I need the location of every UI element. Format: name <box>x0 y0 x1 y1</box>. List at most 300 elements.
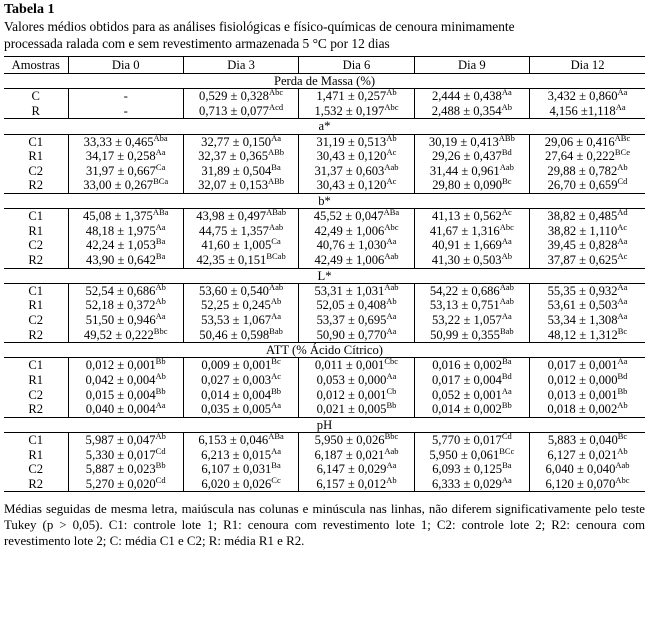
mean-sd-value: 6,020 ± 0,026 <box>201 476 272 491</box>
mean-sd-value: 52,18 ± 0,372 <box>85 298 156 313</box>
tukey-letters: Cd <box>617 176 628 187</box>
value-cell <box>530 178 645 193</box>
value-cell <box>183 325 298 343</box>
tukey-letters: Bbc <box>153 325 168 336</box>
tukey-letters: Bb <box>617 385 628 396</box>
value-cell <box>183 101 298 119</box>
value-cell <box>68 445 183 463</box>
table-row <box>4 432 645 447</box>
mean-sd-value: 41,30 ± 0,503 <box>431 252 502 267</box>
mean-sd-value: 6,157 ± 0,012 <box>316 476 387 491</box>
tukey-letters: Aa <box>155 147 166 158</box>
tukey-letters: Cd <box>155 474 166 485</box>
value-cell <box>299 221 414 239</box>
mean-sd-value: 45,52 ± 0,047 <box>313 209 384 224</box>
mean-sd-value: 0,012 ± 0,000 <box>547 372 618 387</box>
mean-sd-value: 0,042 ± 0,004 <box>85 372 156 387</box>
mean-sd-value: 41,60 ± 1,005 <box>201 238 272 253</box>
mean-sd-value: 0,713 ± 0,077 <box>199 103 269 118</box>
tukey-letters: ABa <box>268 430 284 441</box>
mean-sd-value: 0,027 ± 0,003 <box>201 372 272 387</box>
tukey-letters: Cc <box>271 474 281 485</box>
tukey-letters: ABb <box>268 147 285 158</box>
value-cell <box>68 474 183 492</box>
mean-sd-value: 0,529 ± 0,328 <box>199 89 269 104</box>
table-row <box>4 164 645 179</box>
value-cell <box>299 134 414 149</box>
value-cell <box>299 161 414 179</box>
tukey-letters: Cd <box>501 430 512 441</box>
tukey-letters: Aa <box>617 310 628 321</box>
section-header-row <box>4 268 645 283</box>
mean-sd-value: 54,22 ± 0,686 <box>429 283 500 298</box>
sample-label: R2 <box>28 178 44 193</box>
value-cell <box>183 250 298 268</box>
value-cell <box>68 402 183 417</box>
mean-sd-value: 30,19 ± 0,413 <box>428 134 499 149</box>
mean-sd-value: 29,88 ± 0,782 <box>547 163 618 178</box>
mean-sd-value: 1,532 ± 0,197 <box>314 103 385 118</box>
tukey-letters: Ba <box>502 356 512 367</box>
mean-sd-value: 0,035 ± 0,005 <box>201 402 272 417</box>
tukey-letters: Aab <box>268 221 284 232</box>
value-cell <box>183 358 298 373</box>
value-cell <box>530 209 645 224</box>
table-row <box>4 209 645 224</box>
mean-sd-value: 31,89 ± 0,504 <box>201 163 272 178</box>
mean-sd-value: 6,147 ± 0,029 <box>316 462 387 477</box>
value-cell <box>299 310 414 328</box>
mean-sd-value: 53,37 ± 0,695 <box>316 312 387 327</box>
tukey-letters: Cd <box>155 445 166 456</box>
value-cell <box>183 445 298 463</box>
value-cell <box>530 250 645 268</box>
tukey-letters: Bc <box>617 430 628 441</box>
tukey-letters: Abc <box>615 474 630 485</box>
value-cell <box>183 474 298 492</box>
tukey-letters: Bb <box>386 400 397 411</box>
mean-sd-value: 38,82 ± 0,485 <box>547 209 618 224</box>
value-cell <box>68 432 183 447</box>
mean-sd-value: 0,021 ± 0,005 <box>316 402 387 417</box>
value-cell <box>68 221 183 239</box>
table-caption-line-2: processada ralada com e sem revestimento armazenada 5 °C por 12 dias <box>4 36 390 51</box>
value-cell <box>414 385 529 403</box>
sample-label: C1 <box>28 283 44 298</box>
tukey-letters: Bb <box>155 385 166 396</box>
mean-sd-value: 0,009 ± 0,001 <box>201 358 272 373</box>
value-cell <box>414 474 529 492</box>
tukey-letters: Acd <box>268 101 284 112</box>
mean-sd-value: 29,06 ± 0,416 <box>544 134 615 149</box>
value-cell <box>299 358 414 373</box>
mean-sd-value: 5,987 ± 0,047 <box>85 432 156 447</box>
tukey-letters: ABa <box>152 207 169 218</box>
tukey-letters: Aa <box>617 236 628 247</box>
table-row <box>4 253 645 268</box>
tukey-letters: BCe <box>614 147 631 158</box>
tukey-letters: Bd <box>501 370 512 381</box>
mean-sd-value: 51,50 ± 0,946 <box>85 312 156 327</box>
mean-sd-value: 3,432 ± 0,860 <box>547 89 618 104</box>
tukey-letters: Ab <box>155 370 166 381</box>
value-cell <box>414 298 529 313</box>
mean-sd-value: 52,05 ± 0,408 <box>316 298 387 313</box>
mean-sd-value: 48,18 ± 1,975 <box>85 223 156 238</box>
mean-sd-value: 50,46 ± 0,598 <box>199 327 270 342</box>
mean-sd-value: - <box>123 89 128 104</box>
table-row <box>4 149 645 164</box>
mean-sd-value: 27,64 ± 0,222 <box>545 149 615 164</box>
value-cell <box>299 178 414 193</box>
tukey-letters: Ab <box>617 161 628 172</box>
value-cell <box>530 474 645 492</box>
mean-sd-value: 33,33 ± 0,465 <box>83 134 154 149</box>
table-row <box>4 298 645 313</box>
tukey-letters: Ab <box>617 400 628 411</box>
value-cell <box>414 402 529 417</box>
tukey-letters: Aab <box>384 281 399 292</box>
value-cell <box>68 149 183 164</box>
sample-label: R <box>31 103 40 118</box>
tukey-letters: Ab <box>155 296 166 307</box>
column-header: Dia 9 <box>414 57 529 74</box>
value-cell <box>299 283 414 298</box>
mean-sd-value: 31,19 ± 0,513 <box>316 134 387 149</box>
column-header: Dia 3 <box>183 57 298 74</box>
table-row <box>4 448 645 463</box>
mean-sd-value: 6,153 ± 0,046 <box>198 432 269 447</box>
mean-sd-value: 53,34 ± 1,308 <box>547 312 618 327</box>
mean-sd-value: 0,012 ± 0,001 <box>85 358 156 373</box>
sample-label: C1 <box>28 209 44 224</box>
value-cell <box>414 161 529 179</box>
table-row <box>4 358 645 373</box>
tukey-letters: Aab <box>384 250 399 261</box>
mean-sd-value: 6,093 ± 0,125 <box>432 462 503 477</box>
value-cell <box>183 298 298 313</box>
mean-sd-value: 48,12 ± 1,312 <box>547 327 618 342</box>
tukey-letters: Bc <box>502 176 512 187</box>
value-cell <box>414 221 529 239</box>
mean-sd-value: 52,25 ± 0,245 <box>200 298 271 313</box>
tukey-letters: Ca <box>271 236 281 247</box>
table-row <box>4 328 645 343</box>
tukey-letters: Ac <box>501 207 512 218</box>
mean-sd-value: 6,107 ± 0,031 <box>201 462 272 477</box>
value-cell <box>299 474 414 492</box>
mean-sd-value: 49,52 ± 0,222 <box>83 327 154 342</box>
tukey-letters: Ba <box>271 460 281 471</box>
mean-sd-value: 26,70 ± 0,659 <box>547 178 618 193</box>
tukey-letters: Cbc <box>384 356 399 367</box>
mean-sd-value: 5,950 ± 0,061 <box>429 447 500 462</box>
sample-label: C2 <box>28 387 44 402</box>
value-cell <box>530 221 645 239</box>
section-header-row <box>4 343 645 358</box>
sample-label: R1 <box>28 149 44 164</box>
value-cell <box>414 134 529 149</box>
value-cell <box>183 462 298 477</box>
table-header-row <box>4 57 645 74</box>
tukey-letters: Aab <box>615 460 630 471</box>
value-cell <box>183 385 298 403</box>
mean-sd-value: 0,018 ± 0,002 <box>547 402 618 417</box>
sample-label: C1 <box>28 134 44 149</box>
value-cell <box>68 89 183 104</box>
tukey-letters: Aab <box>499 161 514 172</box>
tukey-letters: Aa <box>271 132 281 143</box>
tukey-letters: Ac <box>617 250 628 261</box>
value-cell <box>183 149 298 164</box>
value-cell <box>530 283 645 298</box>
tukey-letters: Ab <box>270 296 282 307</box>
mean-sd-value: 2,444 ± 0,438 <box>431 89 502 104</box>
tukey-letters: Aa <box>501 310 512 321</box>
tukey-letters: Aa <box>501 87 512 98</box>
value-cell <box>530 370 645 388</box>
tukey-letters: Aa <box>386 236 397 247</box>
tukey-letters: Aa <box>271 445 281 456</box>
value-cell <box>414 101 529 119</box>
tukey-letters: Ba <box>155 236 166 247</box>
table-row <box>4 224 645 239</box>
sample-label: R1 <box>28 298 44 313</box>
mean-sd-value: 39,45 ± 0,828 <box>547 238 618 253</box>
table-caption-line-1: Valores médios obtidos para as análises fisiológicas e físico-químicas de cenoura minimamente <box>4 19 515 34</box>
mean-sd-value: 5,883 ± 0,040 <box>547 432 618 447</box>
mean-sd-value: 29,80 ± 0,090 <box>432 178 503 193</box>
value-cell <box>183 221 298 239</box>
value-cell <box>299 101 414 119</box>
tukey-letters: Ba <box>155 250 166 261</box>
mean-sd-value: 6,127 ± 0,021 <box>547 447 618 462</box>
value-cell <box>414 358 529 373</box>
tukey-letters: Bb <box>271 385 281 396</box>
value-cell <box>68 462 183 477</box>
mean-sd-value: 2,488 ± 0,354 <box>431 103 502 118</box>
value-cell <box>530 325 645 343</box>
tukey-letters: BCa <box>153 176 169 187</box>
mean-sd-value: 0,013 ± 0,001 <box>547 387 618 402</box>
table-row <box>4 313 645 328</box>
tukey-letters: Bab <box>269 325 283 336</box>
column-header: Dia 0 <box>68 57 183 74</box>
tukey-letters: Bc <box>617 325 628 336</box>
mean-sd-value: 52,54 ± 0,686 <box>85 283 156 298</box>
mean-sd-value: 53,13 ± 0,751 <box>429 298 500 313</box>
tukey-letters: Aa <box>501 474 512 485</box>
tukey-letters: Ba <box>502 460 512 471</box>
tukey-letters: Aab <box>268 281 284 292</box>
sample-label: C1 <box>28 432 44 447</box>
mean-sd-value: 6,333 ± 0,029 <box>431 476 502 491</box>
value-cell <box>530 402 645 417</box>
value-cell <box>183 370 298 388</box>
tukey-letters: Aa <box>386 310 397 321</box>
tukey-letters: Aab <box>499 281 514 292</box>
tukey-letters: Abc <box>384 101 399 112</box>
tukey-letters: ABa <box>383 207 400 218</box>
mean-sd-value: 0,017 ± 0,004 <box>431 372 502 387</box>
mean-sd-value: 0,012 ± 0,001 <box>316 387 387 402</box>
mean-sd-value: 5,770 ± 0,017 <box>431 432 502 447</box>
value-cell <box>299 370 414 388</box>
value-cell <box>68 325 183 343</box>
table-row <box>4 477 645 492</box>
column-header: Dia 12 <box>530 57 645 74</box>
section-header-row <box>4 417 645 432</box>
mean-sd-value: 53,61 ± 0,503 <box>547 298 618 313</box>
value-cell <box>299 325 414 343</box>
value-cell <box>183 178 298 193</box>
value-cell <box>414 250 529 268</box>
tukey-letters: BCc <box>499 445 515 456</box>
tukey-letters: Aa <box>617 296 628 307</box>
value-cell <box>68 250 183 268</box>
value-cell <box>299 385 414 403</box>
sample-label: R2 <box>28 252 44 267</box>
value-cell <box>299 462 414 477</box>
mean-sd-value: 31,97 ± 0,667 <box>86 163 156 178</box>
tukey-letters: Ab <box>155 281 166 292</box>
tukey-letters: Bb <box>155 356 166 367</box>
sample-label: R2 <box>4 477 68 492</box>
value-cell <box>183 432 298 447</box>
mean-sd-value: 1,471 ± 0,257 <box>316 89 387 104</box>
sample-label: R1 <box>28 372 44 387</box>
mean-sd-value: 0,053 ± 0,000 <box>316 372 387 387</box>
mean-sd-value: 38,82 ± 1,110 <box>547 223 618 238</box>
mean-sd-value: 41,13 ± 0,562 <box>431 209 502 224</box>
section-title: L* <box>4 268 645 283</box>
section-title: ATT (% Ácido Cítrico) <box>4 343 645 358</box>
mean-sd-value: 42,35 ± 0,151 <box>196 252 267 267</box>
mean-sd-value: 5,330 ± 0,017 <box>85 447 156 462</box>
mean-sd-value: 5,950 ± 0,026 <box>314 432 385 447</box>
mean-sd-value: 0,052 ± 0,001 <box>431 387 502 402</box>
table-row <box>4 238 645 253</box>
mean-sd-value: 42,24 ± 1,053 <box>86 238 156 253</box>
section-title: a* <box>4 119 645 134</box>
tukey-letters: Abc <box>499 221 514 232</box>
tukey-letters: Bb <box>155 460 166 471</box>
tukey-letters: Aab <box>384 445 399 456</box>
tukey-letters: Ac <box>386 176 397 187</box>
tukey-letters: Aa <box>155 221 166 232</box>
mean-sd-value: 0,017 ± 0,001 <box>547 358 618 373</box>
value-cell <box>530 310 645 328</box>
mean-sd-value: 40,76 ± 1,030 <box>316 238 387 253</box>
mean-sd-value: 37,87 ± 0,625 <box>547 252 618 267</box>
value-cell <box>68 283 183 298</box>
table-row <box>4 462 645 477</box>
sample-label: R2 <box>28 402 44 417</box>
sample-label: C <box>31 89 40 104</box>
mean-sd-value: 0,040 ± 0,004 <box>85 402 156 417</box>
value-cell <box>183 283 298 298</box>
tukey-letters: ABb <box>268 176 285 187</box>
sample-label: R1 <box>28 223 44 238</box>
table-footnote: Médias seguidas de mesma letra, maiúscula nas colunas e minúscula nas linhas, não diferem significativamente pelo teste Tukey (p > 0,05). C1: controle lote 1; R1: cenoura com revestimento lote 1; C2: controle lote 2; R2: cenoura com revestimento lote 2; C: média C1 e C2; R: média R1 e R2. <box>4 502 645 549</box>
mean-sd-value: 6,213 ± 0,015 <box>201 447 272 462</box>
mean-sd-value: 53,53 ± 1,067 <box>201 312 272 327</box>
tukey-letters: Aa <box>501 385 512 396</box>
table-row <box>4 283 645 298</box>
value-cell <box>414 89 529 104</box>
mean-sd-value: 34,17 ± 0,258 <box>85 149 156 164</box>
table-row <box>4 104 645 119</box>
tukey-letters: Bc <box>271 356 281 367</box>
tukey-letters: Bd <box>617 370 628 381</box>
tukey-letters: Aa <box>615 101 626 112</box>
mean-sd-value: 43,98 ± 0,497 <box>196 209 267 224</box>
tukey-letters: Ab <box>386 87 397 98</box>
tukey-letters: Aa <box>617 281 628 292</box>
tukey-letters: Ab <box>386 132 397 143</box>
table-row <box>4 134 645 149</box>
value-cell <box>530 432 645 447</box>
value-cell <box>183 402 298 417</box>
mean-sd-value: 33,00 ± 0,267 <box>83 178 154 193</box>
column-header: Amostras <box>4 57 68 74</box>
value-cell <box>414 178 529 193</box>
mean-sd-value: 42,49 ± 1,006 <box>314 223 385 238</box>
sample-label: C2 <box>28 312 44 327</box>
tukey-letters: Abc <box>384 221 399 232</box>
value-cell <box>414 325 529 343</box>
value-cell <box>299 250 414 268</box>
tukey-letters: Aa <box>271 400 281 411</box>
sample-label: C2 <box>28 163 44 178</box>
mean-sd-value: 5,270 ± 0,020 <box>85 476 156 491</box>
mean-sd-value: 53,22 ± 1,057 <box>431 312 502 327</box>
tukey-letters: Aa <box>386 460 397 471</box>
sample-label: R2 <box>28 327 44 342</box>
mean-sd-value: 45,08 ± 1,375 <box>82 209 153 224</box>
mean-sd-value: 30,43 ± 0,120 <box>316 149 387 164</box>
tukey-letters: Aba <box>153 132 168 143</box>
section-header-row <box>4 74 645 89</box>
value-cell <box>68 358 183 373</box>
value-cell <box>530 238 645 253</box>
tukey-letters: Ad <box>617 207 628 218</box>
mean-sd-value: 0,014 ± 0,004 <box>201 387 272 402</box>
mean-sd-value: 31,44 ± 0,961 <box>429 163 500 178</box>
column-header: Dia 6 <box>299 57 414 74</box>
value-cell <box>414 445 529 463</box>
sample-label: C1 <box>28 358 44 373</box>
tukey-letters: Ca <box>155 161 166 172</box>
value-cell <box>68 298 183 313</box>
section-header-row <box>4 119 645 134</box>
mean-sd-value: 55,35 ± 0,932 <box>547 283 618 298</box>
value-cell <box>414 238 529 253</box>
value-cell <box>530 358 645 373</box>
value-cell <box>68 238 183 253</box>
mean-sd-value: 41,67 ± 1,316 <box>429 223 500 238</box>
table-body <box>4 74 645 492</box>
tukey-letters: Bb <box>501 400 512 411</box>
tukey-letters: BCab <box>266 250 286 261</box>
mean-sd-value: 0,011 ± 0,001 <box>314 358 385 373</box>
value-cell <box>68 370 183 388</box>
value-cell <box>530 298 645 313</box>
mean-sd-value: 53,31 ± 1,031 <box>314 283 385 298</box>
tukey-letters: Ab <box>386 474 397 485</box>
mean-sd-value: 0,016 ± 0,002 <box>432 358 503 373</box>
value-cell <box>68 385 183 403</box>
